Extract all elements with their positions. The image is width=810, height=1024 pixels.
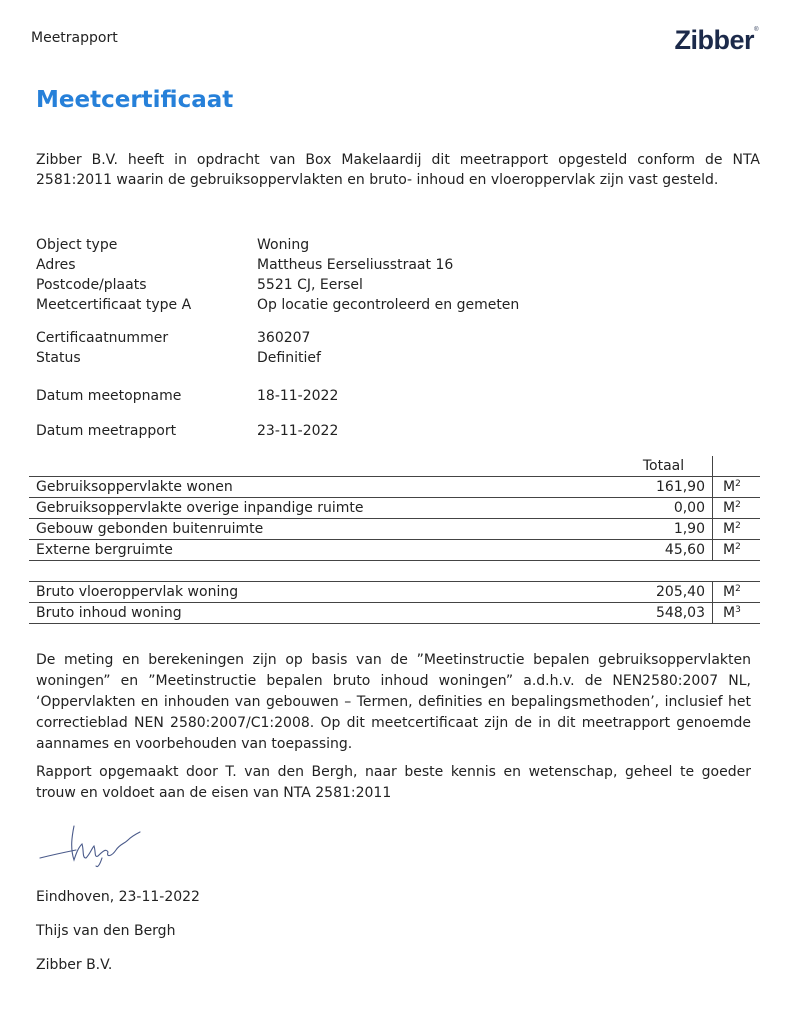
unit-letter: M <box>723 584 736 600</box>
table-row <box>29 582 760 603</box>
signatory-name: Thijs van den Bergh <box>36 923 176 939</box>
row-value: 0,00 <box>622 498 713 519</box>
row-label: Bruto vloeroppervlak woning <box>29 582 622 603</box>
measurement-table <box>29 456 760 624</box>
info-row-certificaatnummer <box>36 328 321 348</box>
row-unit <box>713 477 761 498</box>
table-row <box>29 540 760 561</box>
unit-letter: M <box>723 605 736 621</box>
info-key: Object type <box>36 237 118 253</box>
unit-exponent: 3 <box>735 605 741 615</box>
row-label: Bruto inhoud woning <box>29 603 622 624</box>
table-header-row <box>29 456 760 477</box>
unit-exponent: 2 <box>735 521 741 531</box>
info-row-object-type <box>36 235 519 255</box>
row-label: Gebruiksoppervlakte overige inpandige ruimte <box>29 498 622 519</box>
info-key: Postcode/plaats <box>36 277 147 293</box>
row-value: 548,03 <box>622 603 713 624</box>
info-row-certificaat-type <box>36 295 519 315</box>
unit-letter: M <box>723 500 736 516</box>
zibber-logo <box>674 25 758 56</box>
info-value: 5521 CJ, Eersel <box>257 277 363 293</box>
methodology-paragraph: De meting en berekeningen zijn op basis van de ”Meetinstructie bepalen gebruiksoppervlakten woningen” en ”Meetinstructie bepalen bruto inhoud woningen” a.d.h.v. de NEN2580:2007 NL, ‘Oppervlakten en inhouden van gebouwen – Termen, definities en bepalingsmethoden’, inclusief het correctieblad NEN 2580:2007/C1:2008. Op dit meetcertificaat zijn de in dit meetrapport genoemde aannames en voorbehouden van toepassing. <box>36 652 751 752</box>
unit-exponent: 2 <box>735 479 741 489</box>
intro-paragraph: Zibber B.V. heeft in opdracht van Box Makelaardij dit meetrapport opgesteld conform de NTA 2581:2011 waarin de gebruiksoppervlakten en bruto- inhoud en vloeroppervlak zijn vast gesteld. <box>36 152 760 188</box>
company-name: Zibber B.V. <box>36 957 113 973</box>
unit-letter: M <box>723 521 736 537</box>
table-row <box>29 498 760 519</box>
row-label: Gebruiksoppervlakte wonen <box>29 477 622 498</box>
info-key: Datum meetrapport <box>36 423 177 439</box>
row-unit <box>713 519 761 540</box>
info-value: Woning <box>257 237 310 253</box>
info-value: 23-11-2022 <box>257 423 339 439</box>
row-label: Gebouw gebonden buitenruimte <box>29 519 622 540</box>
info-key: Certificaatnummer <box>36 330 169 346</box>
info-value: 18-11-2022 <box>257 388 339 404</box>
handwritten-signature <box>36 814 146 874</box>
row-value: 161,90 <box>622 477 713 498</box>
page-title: Meetcertificaat <box>36 87 234 113</box>
header-label: Meetrapport <box>31 30 118 46</box>
unit-letter: M <box>723 542 736 558</box>
place-date: Eindhoven, 23-11-2022 <box>36 889 200 905</box>
total-header: Totaal <box>622 456 713 477</box>
row-unit <box>713 603 761 624</box>
date-meetopname <box>36 386 338 406</box>
row-unit <box>713 540 761 561</box>
info-row-postcode <box>36 275 519 295</box>
row-value: 205,40 <box>622 582 713 603</box>
row-label: Externe bergruimte <box>29 540 622 561</box>
unit-exponent: 2 <box>735 584 741 594</box>
row-unit <box>713 582 761 603</box>
table-spacer-row <box>29 561 760 582</box>
info-value: 360207 <box>257 330 311 346</box>
table-row <box>29 477 760 498</box>
object-info <box>36 235 519 315</box>
logo-text: Zibber <box>674 25 754 55</box>
table-row <box>29 603 760 624</box>
row-value: 1,90 <box>622 519 713 540</box>
info-key: Status <box>36 350 81 366</box>
info-value: Mattheus Eerseliusstraat 16 <box>257 257 454 273</box>
info-value: Op locatie gecontroleerd en gemeten <box>257 297 520 313</box>
info-key: Adres <box>36 257 76 273</box>
info-value: Definitief <box>257 350 321 366</box>
date-meetrapport <box>36 421 338 441</box>
declaration-paragraph: Rapport opgemaakt door T. van den Bergh, naar beste kennis en wetenschap, geheel te goeder trouw en voldoet aan de eisen van NTA 2581:2011 <box>36 764 751 801</box>
info-row-adres <box>36 255 519 275</box>
row-value: 45,60 <box>622 540 713 561</box>
unit-letter: M <box>723 479 736 495</box>
info-key: Datum meetopname <box>36 388 182 404</box>
logo-trademark: ® <box>754 27 758 33</box>
unit-exponent: 2 <box>735 542 741 552</box>
info-row-status <box>36 348 321 368</box>
info-key: Meetcertificaat type A <box>36 297 192 313</box>
certificate-info <box>36 328 321 368</box>
table-row <box>29 519 760 540</box>
unit-exponent: 2 <box>735 500 741 510</box>
row-unit <box>713 498 761 519</box>
